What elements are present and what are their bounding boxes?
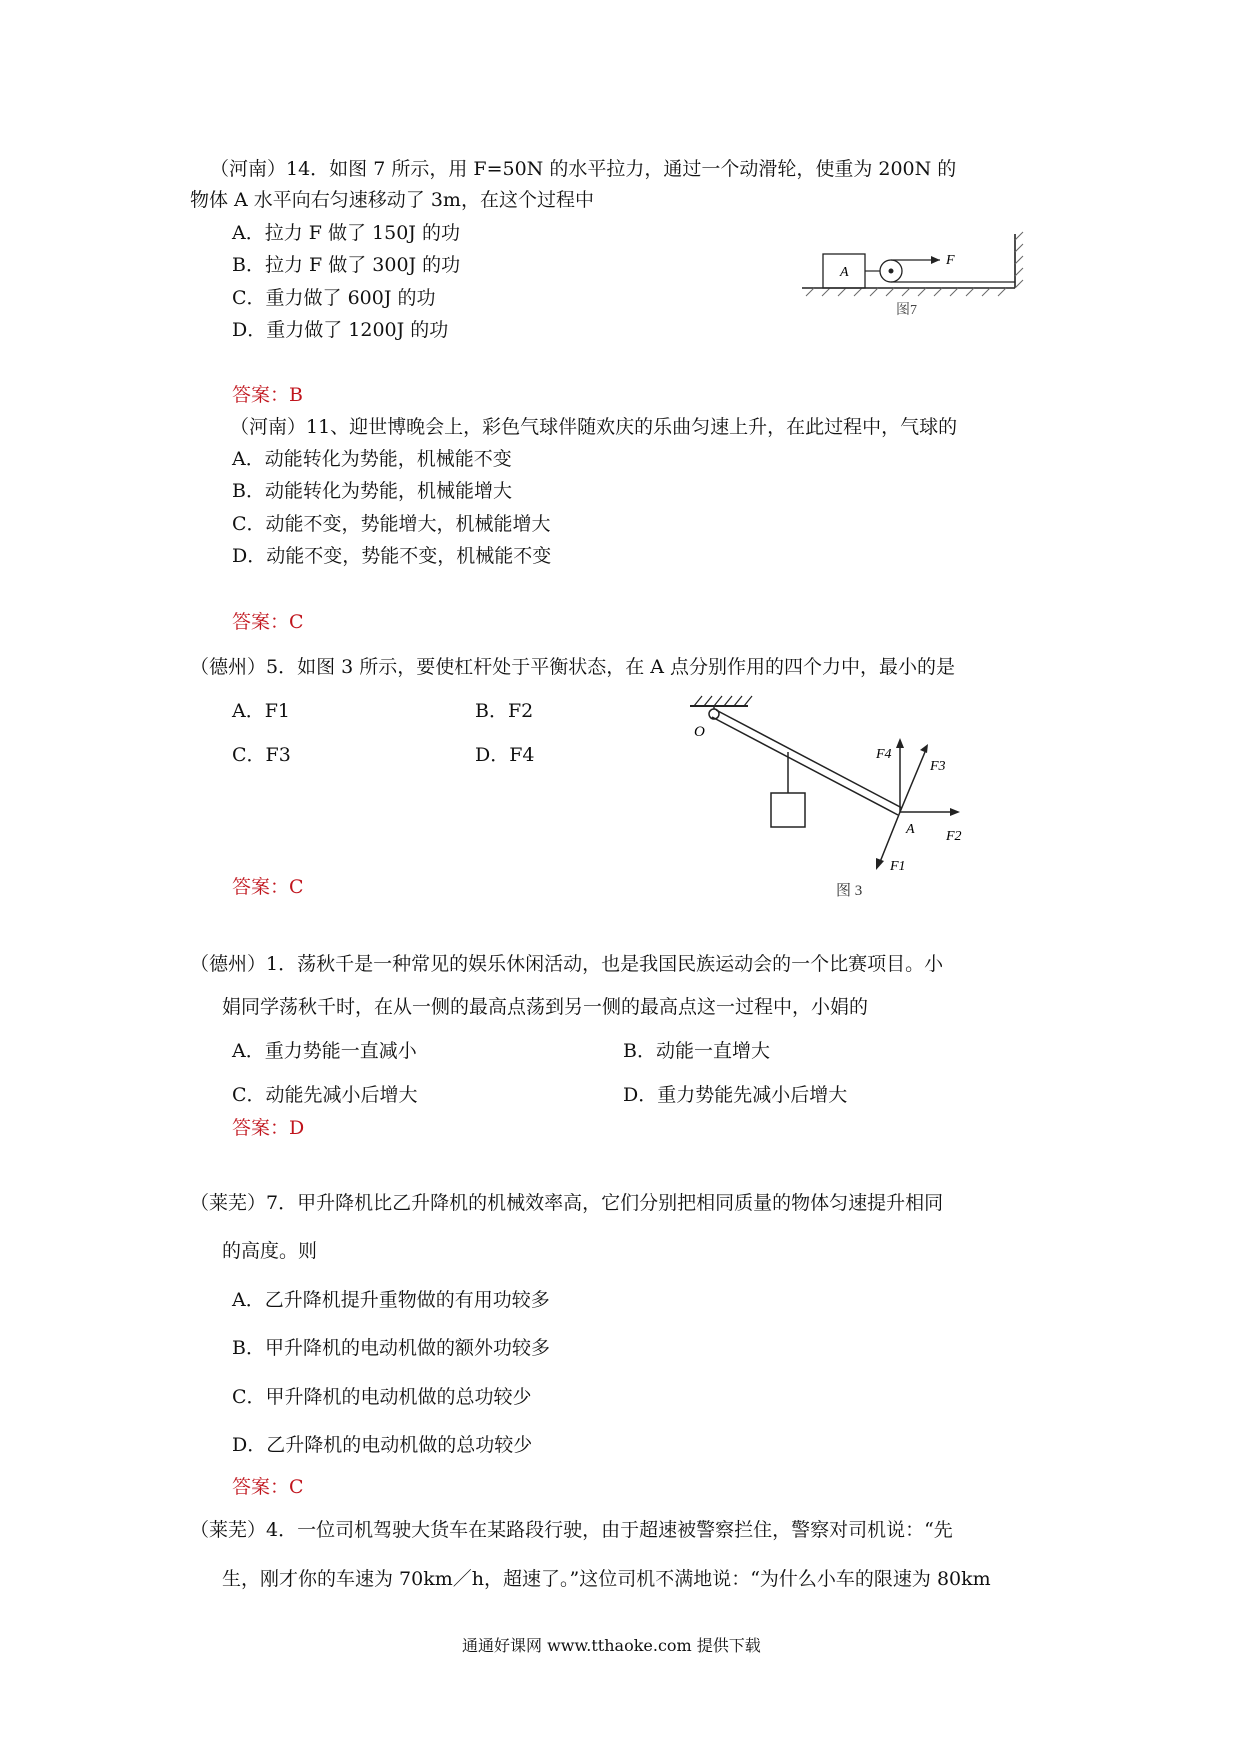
q5-stem-line2: 的高度。则 xyxy=(222,1240,318,1262)
q5-option-c: C．甲升降机的电动机做的总功较少 xyxy=(232,1386,532,1408)
figure-3-caption: 图 3 xyxy=(836,883,863,899)
q4-stem-line2: 娟同学荡秋千时，在从一侧的最高点荡到另一侧的最高点这一过程中，小娟的 xyxy=(222,996,869,1018)
q1-option-b: B．拉力 F 做了 300J 的功 xyxy=(232,254,461,276)
q3-option-d: D．F4 xyxy=(475,744,535,766)
q2-option-a: A．动能转化为势能，机械能不变 xyxy=(232,448,512,470)
q5-stem-line1: （莱芜）7．甲升降机比乙升降机的机械效率高，它们分别把相同质量的物体匀速提升相同 xyxy=(190,1192,944,1214)
figure-7-label-a: A xyxy=(840,265,849,280)
q2-option-d: D．动能不变，势能不变，机械能不变 xyxy=(232,545,552,567)
q1-option-a: A．拉力 F 做了 150J 的功 xyxy=(232,222,460,244)
q4-stem-line1: （德州）1．荡秋千是一种常见的娱乐休闲活动，也是我国民族运动会的一个比赛项目。小 xyxy=(190,953,944,975)
q1-answer: 答案：B xyxy=(232,384,303,406)
q3-stem: （德州）5．如图 3 所示，要使杠杆处于平衡状态，在 A 点分别作用的四个力中，最小的是 xyxy=(190,656,956,678)
q4-option-c: C．动能先减小后增大 xyxy=(232,1084,418,1106)
figure-3-lever xyxy=(680,690,980,905)
q1-option-d: D．重力做了 1200J 的功 xyxy=(232,319,449,341)
q6-stem-line1: （莱芜）4．一位司机驾驶大货车在某路段行驶，由于超速被警察拦住，警察对司机说：“先 xyxy=(190,1519,953,1541)
q5-option-a: A．乙升降机提升重物做的有用功较多 xyxy=(232,1289,550,1311)
figure-3-label-f2: F2 xyxy=(946,829,962,844)
q3-option-b: B．F2 xyxy=(475,700,534,722)
figure-3-label-a: A xyxy=(906,822,915,837)
q4-option-b: B．动能一直增大 xyxy=(623,1040,770,1062)
q3-option-a: A．F1 xyxy=(232,700,290,722)
q4-option-d: D．重力势能先减小后增大 xyxy=(623,1084,848,1106)
figure-3-label-f4: F4 xyxy=(876,747,892,762)
q5-option-d: D．乙升降机的电动机做的总功较少 xyxy=(232,1434,533,1456)
figure-7-label-f: F xyxy=(946,253,955,268)
figure-3-label-o: O xyxy=(694,724,705,740)
q1-stem-line2: 物体 A 水平向右匀速移动了 3m，在这个过程中 xyxy=(190,189,594,211)
q6-stem-line2: 生，刚才你的车速为 70km／h，超速了。”这位司机不满地说：“为什么小车的限速为 80km xyxy=(222,1568,991,1590)
q5-answer: 答案：C xyxy=(232,1476,304,1498)
q4-answer: 答案：D xyxy=(232,1117,305,1139)
figure-3-label-f3: F3 xyxy=(930,759,946,774)
figure-7-caption: 图7 xyxy=(896,303,917,318)
figure-7-pulley xyxy=(800,226,1030,326)
q1-stem-line1: （河南）14．如图 7 所示，用 F=50N 的水平拉力，通过一个动滑轮，使重为 200N 的 xyxy=(210,158,957,180)
q2-answer: 答案：C xyxy=(232,611,304,633)
q3-option-c: C．F3 xyxy=(232,744,291,766)
figure-3-label-f1: F1 xyxy=(890,859,906,874)
q2-stem: （河南）11、迎世博晚会上，彩色气球伴随欢庆的乐曲匀速上升，在此过程中，气球的 xyxy=(230,416,958,438)
q4-option-a: A．重力势能一直减小 xyxy=(232,1040,417,1062)
q2-option-c: C．动能不变，势能增大，机械能增大 xyxy=(232,513,551,535)
q1-option-c: C．重力做了 600J 的功 xyxy=(232,287,436,309)
q2-option-b: B．动能转化为势能，机械能增大 xyxy=(232,480,512,502)
q5-option-b: B．甲升降机的电动机做的额外功较多 xyxy=(232,1337,550,1359)
q3-answer: 答案：C xyxy=(232,876,304,898)
page-footer: 通通好课网 www.tthaoke.com 提供下载 xyxy=(462,1636,761,1655)
